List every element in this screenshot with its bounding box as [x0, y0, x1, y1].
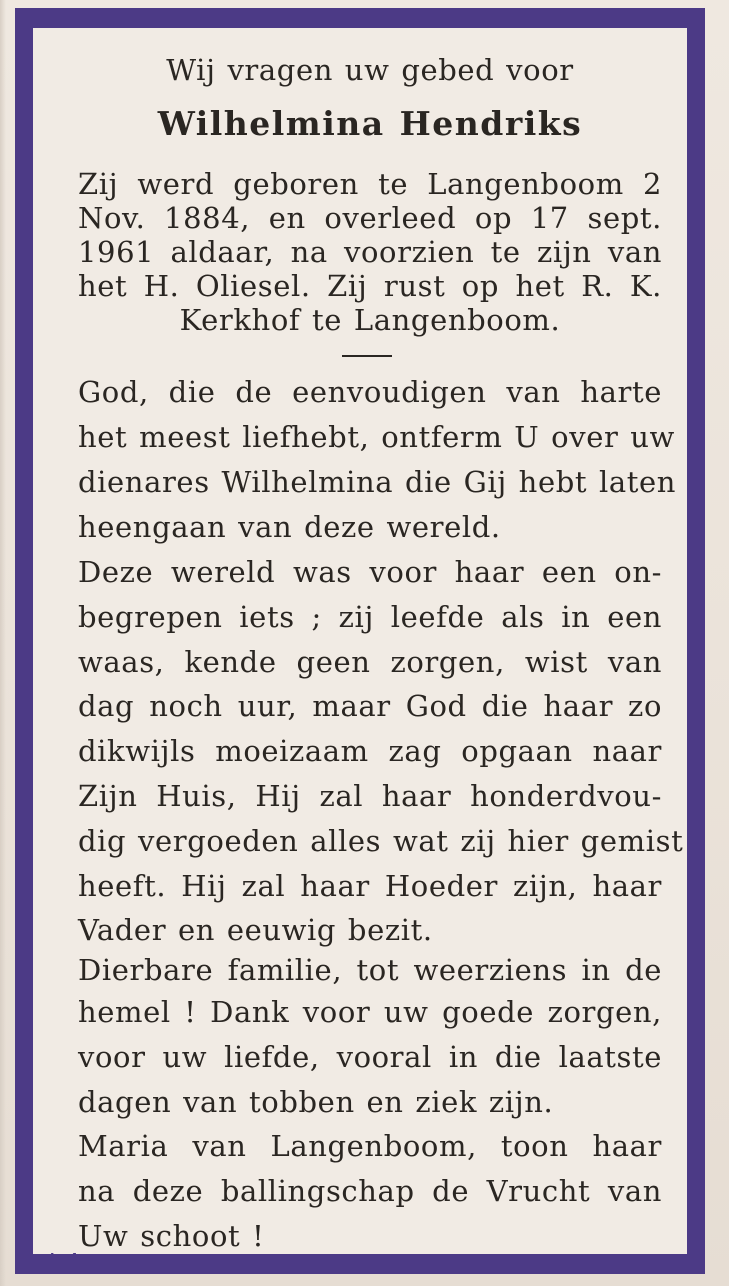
- section-divider: [342, 355, 392, 357]
- bio-line: Nov. 1884, en overleed op 17 sept.: [78, 201, 662, 235]
- bio-line: het H. Oliesel. Zij rust op het R. K.: [78, 269, 662, 303]
- prayer-line: dig vergoeden alles wat zij hier gemist: [78, 824, 684, 858]
- prayer-line: dikwijls moeizaam zag opgaan naar: [78, 734, 662, 768]
- prayer-line: waas, kende geen zorgen, wist van: [78, 645, 662, 679]
- prayer-line: Dierbare familie, tot weerziens in de: [78, 953, 662, 987]
- prayer-line: dagen van tobben en ziek zijn.: [78, 1085, 554, 1119]
- prayer-line: Vader en eeuwig bezit.: [78, 913, 433, 947]
- intro-line: Wij vragen uw gebed voor: [166, 53, 574, 87]
- prayer-line: voor uw liefde, vooral in die laatste: [78, 1040, 662, 1074]
- prayer-line: dienares Wilhelmina die Gij hebt laten: [78, 465, 677, 499]
- prayer-line: God, die de eenvoudigen van harte: [78, 375, 662, 409]
- prayer-line: heengaan van deze wereld.: [78, 510, 501, 544]
- prayer-line: begrepen iets ; zij leefde als in een: [78, 600, 662, 634]
- paper-fold-shadow: [0, 0, 6, 1286]
- prayer-line: Uw schoot !: [78, 1219, 265, 1253]
- bio-line: Kerkhof te Langenboom.: [179, 303, 561, 337]
- prayer-line: Maria van Langenboom, toon haar: [78, 1129, 662, 1163]
- prayer-line: het meest liefhebt, ontferm U over uw: [78, 420, 675, 454]
- print-code-label: L. 4: [50, 1251, 79, 1265]
- bio-line: 1961 aldaar, na voorzien te zijn van: [78, 235, 662, 269]
- bio-line: Zij werd geboren te Langenboom 2: [78, 167, 662, 201]
- deceased-name: Wilhelmina Hendriks: [157, 104, 583, 143]
- prayer-line: heeft. Hij zal haar Hoeder zijn, haar: [78, 869, 662, 903]
- prayer-line: Zijn Huis, Hij zal haar honderdvou-: [78, 779, 662, 813]
- prayer-line: hemel ! Dank voor uw goede zorgen,: [78, 995, 662, 1029]
- prayer-line: Deze wereld was voor haar een on-: [78, 555, 662, 589]
- prayer-line: na deze ballingschap de Vrucht van: [78, 1174, 662, 1208]
- prayer-line: dag noch uur, maar God die haar zo: [78, 689, 662, 723]
